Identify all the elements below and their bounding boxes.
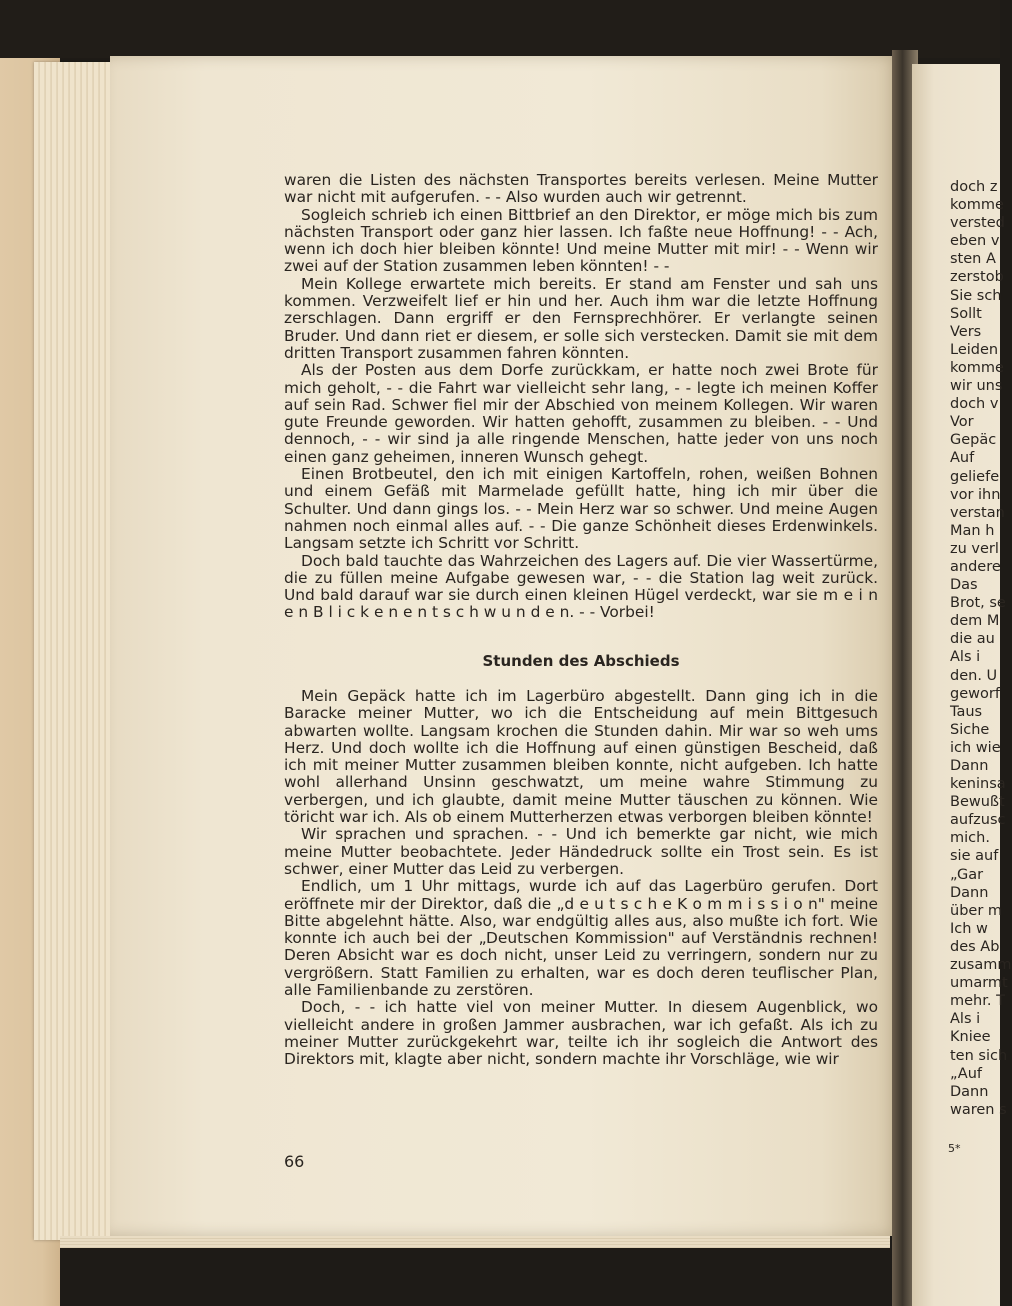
paragraph: waren die Listen des nächsten Transportes bereits verlesen. Meine Mutter war nicht mit aufgerufen. - - Also wurden auch wir getrennt. [284, 171, 878, 207]
paragraph: Endlich, um 1 Uhr mittags, wurde ich auf das Lagerbüro gerufen. Dort eröffnete mir der Direktor, daß die „d e u t s c h e K o m m i s s i o n" meine Bitte abgelehnt hätte. Also, war endgültig alles aus, also mußte ich fort. Wie konnte ich auch bei der „Deutschen Kommission" auf Verständnis rechnen! Deren Absicht war es doch nicht, unser Leid zu verringern, sondern nur zu vergrößern. Statt Familien zu erhalten, war es doch deren teuflischer Plan, alle Familienbande zu zerstören. [284, 877, 878, 1000]
next-page-line: mich. [950, 830, 990, 847]
next-page-line: Als i [950, 1011, 981, 1028]
paragraph: Doch, - - ich hatte viel von meiner Mutter. In diesem Augenblick, wo vielleicht andere in großen Jammer ausbrachen, war ich gefaßt. Als ich zu meiner Mutter zurückgekehrt war, teilte ich ihr sogleich die Antwort des Direktors mit, klagte aber nicht, sondern machte ihr Vorschläge, wie wir [284, 998, 878, 1069]
paragraph: Als der Posten aus dem Dorfe zurückkam, er hatte noch zwei Brote für mich geholt, - - die Fahrt war vielleicht sehr lang, - - legte ich meinen Koffer auf sein Rad. Schwer fiel mir der Abschied von meinem Kollegen. Wir waren gute Freunde geworden. Wir hatten gehofft, zusammen zu bleiben. - - Und dennoch, - - wir sind ja alle ringende Menschen, hatte jeder von uns noch einen ganz geheimen, inneren Wunsch gehegt. [284, 361, 878, 466]
next-page-line: Man h [950, 522, 995, 539]
next-page-line: geliefe [950, 468, 1000, 485]
page-stack-bottom-edge [60, 1236, 890, 1248]
bottom-text-block [284, 688, 878, 1069]
next-page-line: den. U [950, 667, 998, 684]
page-number: 66 [284, 1152, 305, 1171]
next-page-line: Kniee [950, 1029, 991, 1046]
next-page-line: Als i [950, 649, 981, 666]
section-heading: Stunden des Abschieds [482, 652, 680, 670]
next-page-line: Vor [950, 414, 974, 431]
background-top [0, 0, 1000, 58]
next-page-line: Taus [950, 703, 983, 720]
top-text-block [284, 172, 878, 622]
next-page-mark: 5* [948, 1142, 961, 1155]
next-page-line: umarmt [950, 975, 1008, 992]
next-page-line: geworf [950, 685, 1000, 702]
next-page-line: doch v [950, 396, 999, 413]
next-page-line: des Ab [950, 938, 1000, 955]
next-page-line: aufzusc [950, 812, 1006, 829]
next-page-line: sie auf [950, 848, 999, 865]
next-page-line: ich wie [950, 739, 1001, 756]
next-page-line: „Auf [950, 1065, 982, 1082]
next-page-line: Dann [950, 884, 989, 901]
next-page-line: Sie sch [950, 287, 1002, 304]
next-page-line: Sollt [950, 305, 982, 322]
next-page-line: eben v [950, 233, 1000, 250]
next-page-line: waren s [950, 1101, 1007, 1118]
next-page-line: Leiden [950, 341, 999, 358]
paragraph: Mein Kollege erwartete mich bereits. Er stand am Fenster und sah uns kommen. Verzweifelt lief er hin und her. Auch ihm war die letzte Hoffnung zerschlagen. Dann ergriff er den Fernsprechhörer. Er verlangte seinen Bruder. Und dann riet er diesem, er solle sich verstecken. Damit sie mit dem dritten Transport zusammen fahren könnten. [284, 274, 878, 362]
paragraph: Mein Gepäck hatte ich im Lagerbüro abgestellt. Dann ging ich in die Baracke meiner Mutter, wo ich die Entscheidung auf mein Bittgesuch abwarten wollte. Langsam krochen die Stunden dahin. Mir war so weh ums Herz. Und doch wollte ich die Hoffnung auf einen günstigen Bescheid, daß ich mit meiner Mutter zusammen bleiben konnte, nicht aufgeben. Ich hatte wohl allerhand Unsinn geschwatzt, um meine wahre Stimmung zu verbergen, und ich glaubte, damit meine Mutter täuschen zu können. Wie töricht war ich. Als ob einem Mutterherzen etwas verborgen bleiben könnte! [284, 687, 878, 827]
paragraph: Wir sprachen und sprachen. - - Und ich bemerkte gar nicht, wie mich meine Mutter beobachtete. Jeder Händedruck sollte ein Trost sein. Es ist schwer, einer Mutter das Leid zu verbergen. [284, 825, 878, 878]
next-page-line: zerstob [950, 269, 1004, 286]
next-page-line: Siche [950, 721, 990, 738]
next-page-line: mehr. T [950, 993, 1005, 1010]
next-page-line: dem M [950, 613, 1000, 630]
next-page-line: andere [950, 558, 1001, 575]
next-page-line: Dann [950, 1083, 989, 1100]
next-page-line: verstan [950, 504, 1005, 521]
next-page-line: komme [950, 197, 1004, 214]
next-page-line: Bewußt [950, 794, 1005, 811]
next-page-line: Gepäc [950, 432, 997, 449]
next-page-line: vor ihn [950, 486, 1001, 503]
next-page-line: Auf [950, 450, 975, 467]
paragraph: Sogleich schrieb ich einen Bittbrief an den Direktor, er möge mich bis zum nächsten Transport oder ganz hier lassen. Ich faßte neue Hoffnung! - - Ach, wenn ich doch hier bleiben könnte! Und meine Mutter mit mir! - - Wenn wir zwei auf der Station zusammen leben könnten! - - [284, 205, 878, 276]
next-page-line: ten sich [950, 1047, 1008, 1064]
next-page-line: „Gar [950, 866, 984, 883]
next-page-line: doch z [950, 179, 998, 195]
next-page-line: wir uns [950, 378, 1003, 395]
next-page-line: Dann [950, 758, 989, 774]
next-page-line: zu verl [950, 540, 999, 557]
next-page-line: Ich w [950, 920, 988, 937]
paragraph: Einen Brotbeutel, den ich mit einigen Kartoffeln, rohen, weißen Bohnen und einem Gefäß mit Marmelade gefüllt hatte, hing ich mir über die Schulter. Und dann gings los. - - Mein Herz war so schwer. Und meine Augen nahmen noch einmal alles auf. - - Die ganze Schönheit dieses Erdenwinkels. Langsam setzte ich Schritt vor Schritt. [284, 465, 878, 553]
next-page-line: komme [950, 359, 1004, 376]
next-page-line: Brot, se [950, 595, 1006, 612]
next-page-text [950, 178, 1010, 1119]
next-page-line: keninsa [950, 776, 1006, 793]
next-page-line: Vers [950, 323, 982, 340]
next-page-line: über m [950, 902, 1003, 919]
next-page-line: versted [950, 215, 1005, 232]
next-page-line: zusamm [950, 957, 1012, 974]
paragraph: Doch bald tauchte das Wahrzeichen des Lagers auf. Die vier Wassertürme, die zu füllen meine Aufgabe gewesen war, - - die Station lag weit zurück. Und bald darauf war sie durch einen kleinen Hügel verdeckt, war sie m e i n e n B l i c k e n e n t s c h w u n d e n. - - Vorbei! [284, 551, 878, 622]
next-page-line: die au [950, 631, 995, 648]
next-page-line: sten A [950, 251, 996, 268]
next-page-line: Das [950, 577, 978, 594]
